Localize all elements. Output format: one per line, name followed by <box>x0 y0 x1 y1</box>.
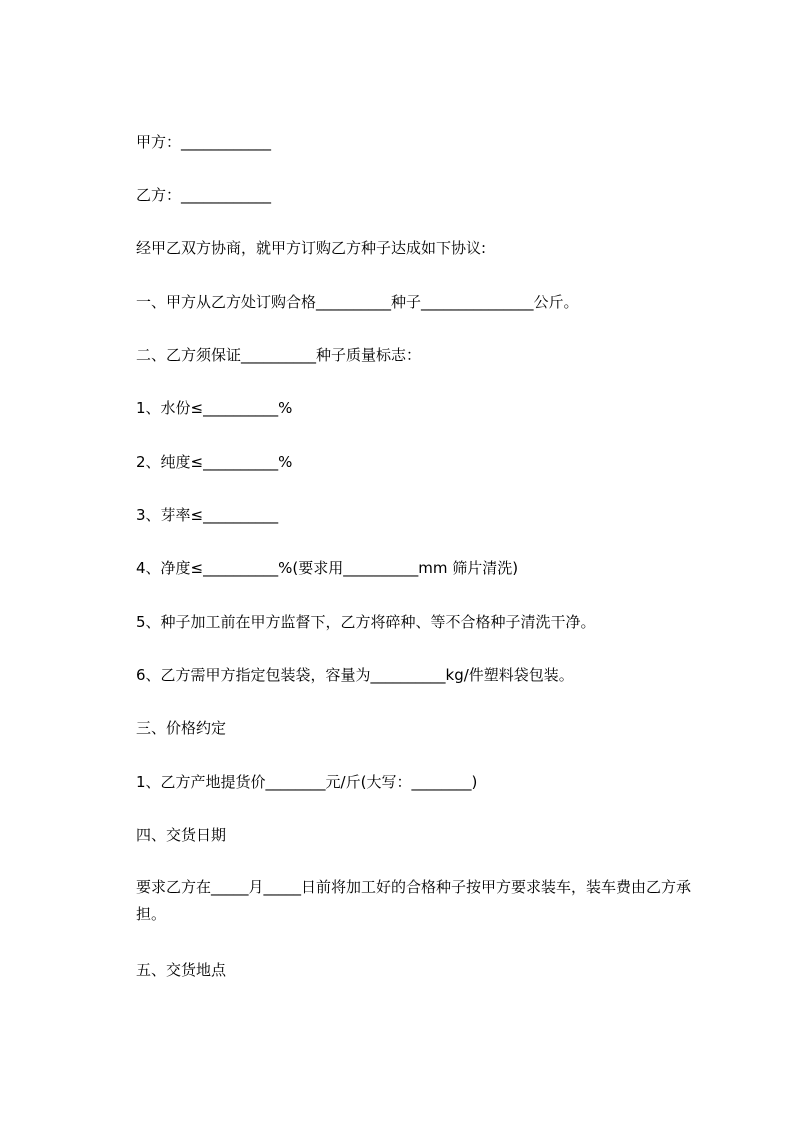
quality-item-germination: 3、芽率≤__________ <box>136 506 279 524</box>
agreement-intro: 经甲乙双方协商，就甲方订购乙方种子达成如下协议: <box>136 239 487 257</box>
quality-item-cleaning: 5、种子加工前在甲方监督下，乙方将碎种、等不合格种子清洗干净。 <box>136 613 596 631</box>
delivery-date-paragraph: 要求乙方在_____月_____日前将加工好的合格种子按甲方要求装车，装车费由乙方承担。 <box>136 878 692 923</box>
party-a-line: 甲方：____________ <box>136 133 272 151</box>
section-3-heading: 三、价格约定 <box>136 719 227 737</box>
party-b-line: 乙方：____________ <box>136 186 272 204</box>
clause-2-quality: 二、乙方须保证__________种子质量标志： <box>136 346 422 364</box>
quality-item-purity: 2、纯度≤__________% <box>136 453 293 471</box>
section-4-heading: 四、交货日期 <box>136 826 227 844</box>
quality-item-cleanliness: 4、净度≤__________%(要求用__________mm 筛片清洗) <box>136 559 519 577</box>
price-item-1: 1、乙方产地提货价________元/斤(大写：________) <box>136 773 478 791</box>
section-5-heading: 五、交货地点 <box>136 961 227 979</box>
quality-item-moisture: 1、水份≤__________% <box>136 399 293 417</box>
quality-item-packaging: 6、乙方需甲方指定包装袋，容量为__________kg/件塑料袋包装。 <box>136 666 574 684</box>
clause-1-order: 一、甲方从乙方处订购合格__________种子_______________公斤。 <box>136 293 579 311</box>
